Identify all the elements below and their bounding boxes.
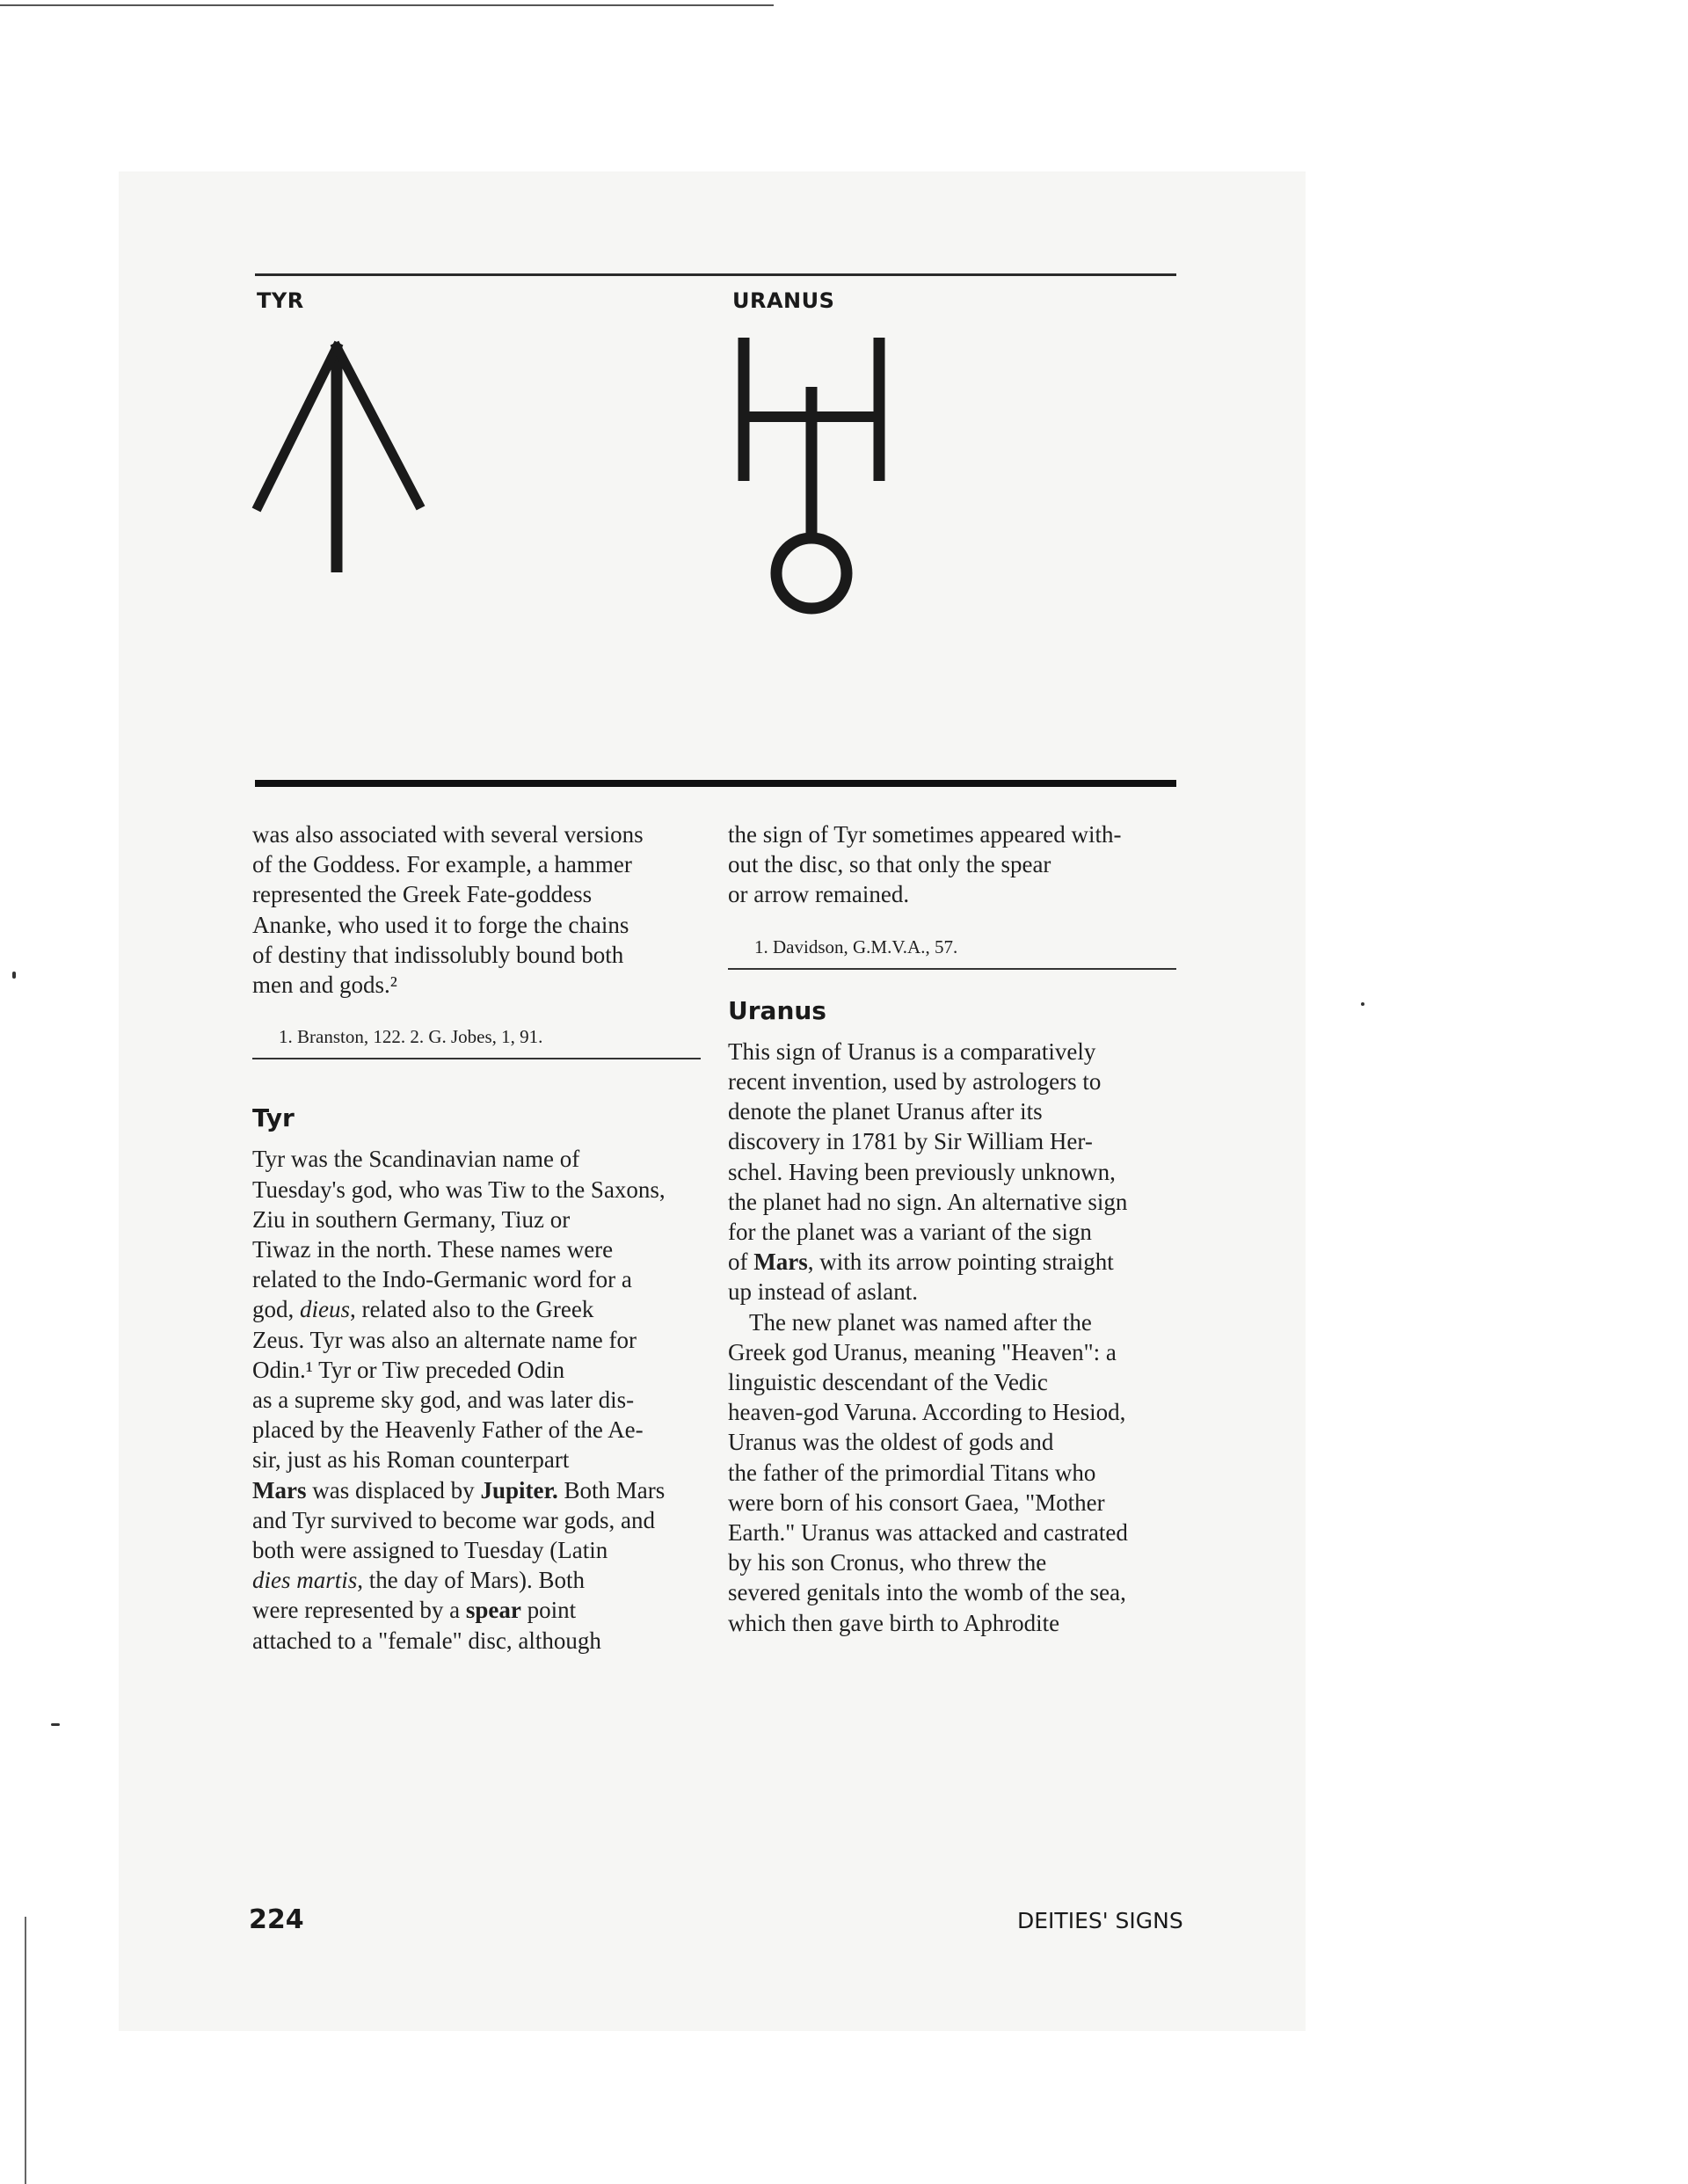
tyr-paragraph: Tyr was the Scandinavian name of Tuesday's god, who was Tiw to the Saxons, Ziu in southern Germany, Tiuz or Tiwaz in the north. These names were related to the Indo-Germanic word for a god, dieus, related also to the Greek Zeus. Tyr was also an alternate name for Odin.¹ Tyr or Tiw preceded Odin as a supreme sky god, and was later dis- placed by the Heavenly Father of the Ae- sir, just as his Roman counterpart Mars was displaced by Jupiter. Both Mars and Tyr survived to become war gods, and both were assigned to Tuesday (Latin dies martis, the day of Mars). Both were represented by a spear point attached to a "female" disc, although: [252, 1146, 666, 1654]
scan-speck: [51, 1723, 60, 1726]
footnote-rule: [728, 968, 1176, 970]
section-divider: [255, 780, 1176, 787]
section-title: DEITIES' SIGNS: [1017, 1908, 1183, 1933]
left-column: [252, 819, 701, 1656]
scan-speck: [1361, 1002, 1364, 1006]
scan-left-edge: [25, 1917, 26, 2184]
tyr-label: TYR: [257, 288, 304, 313]
tyr-entry-heading: Tyr: [252, 1103, 295, 1133]
page-number: 224: [249, 1904, 304, 1935]
uranus-paragraph-2: The new planet was named after the Greek god Uranus, meaning "Heaven": a linguistic descendant of the Vedic heaven-god Varuna. According to Hesiod, Uranus was the oldest of gods and the father of the primordial Titans who were born of his consort Gaea, "Mother Earth." Uranus was attacked and castrated by his son Cronus, who threw the severed genitals into the womb of the sea, which then gave birth to Aphrodite: [728, 1308, 1128, 1636]
header-rule: [255, 273, 1176, 276]
right-column: [728, 819, 1176, 1638]
footnote: 1. Davidson, G.M.V.A., 57.: [754, 935, 958, 957]
uranus-sign-icon: [730, 336, 906, 635]
continued-paragraph: the sign of Tyr sometimes appeared with- out the disc, so that only the spear or arrow remained.: [728, 821, 1122, 908]
tyr-arrow-icon: [246, 339, 440, 576]
scan-top-edge: [0, 4, 774, 6]
uranus-entry-heading: Uranus: [728, 995, 826, 1025]
uranus-label: URANUS: [732, 288, 835, 313]
scan-speck: [12, 972, 16, 979]
footnote-rule: [252, 1058, 701, 1059]
footnotes: 1. Branston, 122. 2. G. Jobes, 1, 91.: [279, 1026, 543, 1048]
uranus-paragraph-1: This sign of Uranus is a comparatively recent invention, used by astrologers to denote the planet Uranus after its discovery in 1781 by Sir William Her- schel. Having been previously unknown, the planet had no sign. An alternative sign for the planet was a variant of the sign of Mars, with its arrow pointing straight up instead of aslant.: [728, 1037, 1128, 1306]
continued-paragraph: was also associated with several versions of the Goddess. For example, a hammer represented the Greek Fate-goddess Ananke, who used it to forge the chains of destiny that indissolubly bound both men and gods.²: [252, 821, 644, 999]
